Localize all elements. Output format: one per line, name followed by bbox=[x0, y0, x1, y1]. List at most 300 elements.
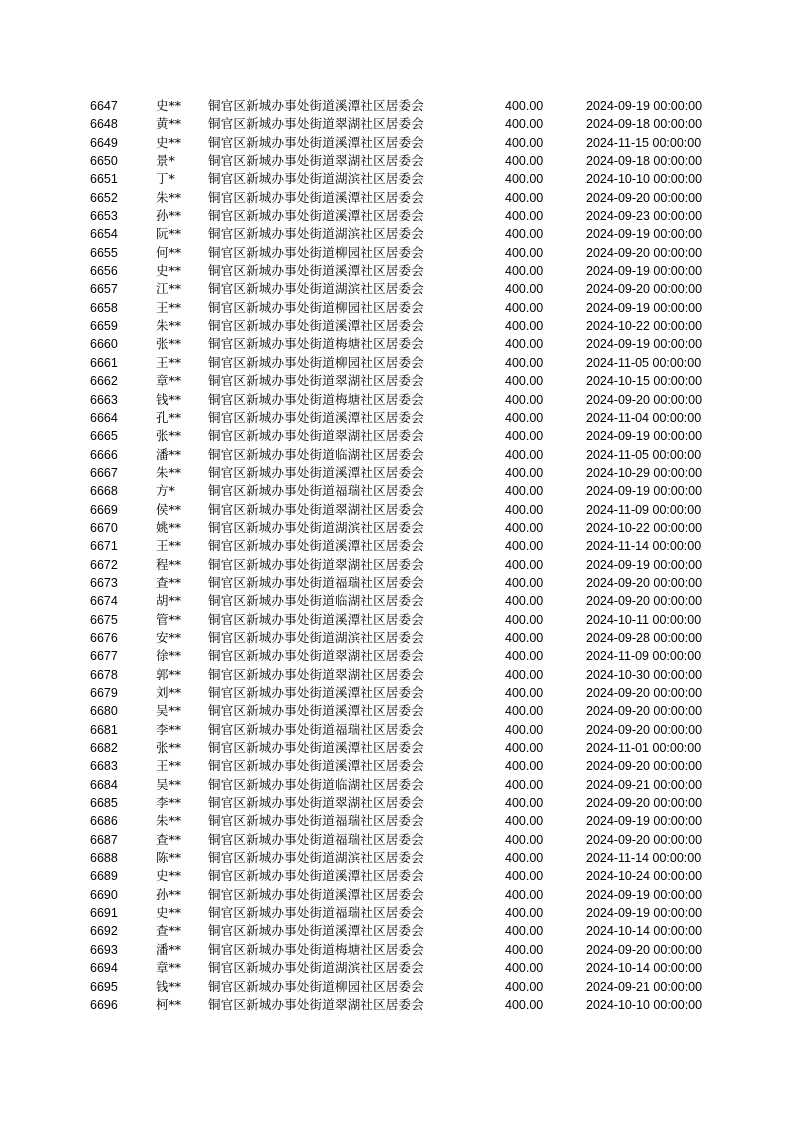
row-amount: 400.00 bbox=[505, 704, 544, 719]
row-organization: 铜官区新城办事处街道翠湖社区居委会 bbox=[208, 648, 424, 664]
row-id: 6694 bbox=[90, 961, 118, 976]
row-organization: 铜官区新城办事处街道福瑞社区居委会 bbox=[208, 483, 424, 499]
table-row bbox=[0, 225, 793, 243]
row-amount: 400.00 bbox=[505, 447, 544, 462]
row-date: 2024-09-20 00:00:00 bbox=[586, 190, 703, 205]
row-date: 2024-09-19 00:00:00 bbox=[586, 887, 703, 902]
table-row bbox=[0, 115, 793, 133]
row-id: 6671 bbox=[90, 539, 118, 554]
table-row bbox=[0, 812, 793, 830]
row-organization: 铜官区新城办事处街道翠湖社区居委会 bbox=[208, 795, 424, 811]
row-id: 6692 bbox=[90, 924, 118, 939]
table-row bbox=[0, 537, 793, 555]
row-amount: 400.00 bbox=[505, 869, 544, 884]
table-row bbox=[0, 170, 793, 188]
table-row bbox=[0, 372, 793, 390]
row-organization: 铜官区新城办事处街道湖滨社区居委会 bbox=[208, 171, 424, 187]
table-row bbox=[0, 886, 793, 904]
row-amount: 400.00 bbox=[505, 832, 544, 847]
row-name: 史** bbox=[156, 263, 182, 279]
row-id: 6672 bbox=[90, 557, 118, 572]
row-name: 江** bbox=[156, 281, 182, 297]
table-row bbox=[0, 574, 793, 592]
row-name: 丁* bbox=[156, 171, 175, 187]
row-organization: 铜官区新城办事处街道溪潭社区居委会 bbox=[208, 758, 424, 774]
table-row bbox=[0, 611, 793, 629]
row-date: 2024-10-22 00:00:00 bbox=[586, 520, 703, 535]
row-date: 2024-10-14 00:00:00 bbox=[586, 924, 703, 939]
row-organization: 铜官区新城办事处街道溪潭社区居委会 bbox=[208, 685, 424, 700]
row-name: 朱** bbox=[156, 813, 182, 829]
row-name: 张** bbox=[156, 428, 182, 444]
row-name: 查** bbox=[156, 923, 182, 939]
table-row bbox=[0, 354, 793, 372]
row-date: 2024-10-11 00:00:00 bbox=[586, 612, 702, 627]
row-organization: 铜官区新城办事处街道翠湖社区居委会 bbox=[208, 153, 424, 169]
row-organization: 铜官区新城办事处街道溪潭社区居委会 bbox=[208, 703, 424, 719]
row-amount: 400.00 bbox=[505, 172, 544, 187]
table-row bbox=[0, 335, 793, 353]
row-amount: 400.00 bbox=[505, 190, 544, 205]
row-name: 孙** bbox=[156, 208, 182, 224]
table-row bbox=[0, 189, 793, 207]
row-organization: 铜官区新城办事处街道福瑞社区居委会 bbox=[208, 831, 424, 847]
row-id: 6651 bbox=[90, 172, 118, 187]
row-amount: 400.00 bbox=[505, 209, 544, 224]
row-name: 刘** bbox=[156, 685, 182, 700]
row-amount: 400.00 bbox=[505, 906, 544, 921]
row-date: 2024-11-09 00:00:00 bbox=[586, 502, 702, 517]
table-row bbox=[0, 97, 793, 115]
row-name: 查** bbox=[156, 574, 182, 590]
row-amount: 400.00 bbox=[505, 282, 544, 297]
row-date: 2024-11-14 00:00:00 bbox=[586, 851, 702, 866]
row-name: 黄** bbox=[156, 116, 182, 132]
row-name: 景* bbox=[156, 153, 175, 169]
row-date: 2024-09-20 00:00:00 bbox=[586, 686, 703, 700]
row-id: 6678 bbox=[90, 667, 118, 682]
row-id: 6667 bbox=[90, 465, 118, 480]
table-row bbox=[0, 959, 793, 977]
row-amount: 400.00 bbox=[505, 245, 544, 260]
row-name: 柯** bbox=[156, 996, 182, 1012]
row-id: 6658 bbox=[90, 300, 118, 315]
row-id: 6695 bbox=[90, 979, 118, 994]
table-row bbox=[0, 739, 793, 757]
row-name: 何** bbox=[156, 244, 182, 260]
row-organization: 铜官区新城办事处街道湖滨社区居委会 bbox=[208, 629, 424, 645]
row-amount: 400.00 bbox=[505, 502, 544, 517]
row-name: 安** bbox=[156, 629, 182, 645]
row-name: 方* bbox=[156, 483, 175, 499]
row-date: 2024-09-18 00:00:00 bbox=[586, 154, 703, 169]
row-organization: 铜官区新城办事处街道湖滨社区居委会 bbox=[208, 281, 424, 297]
row-id: 6652 bbox=[90, 190, 118, 205]
row-id: 6661 bbox=[90, 355, 118, 370]
table-row bbox=[0, 317, 793, 335]
row-id: 6677 bbox=[90, 649, 118, 664]
row-organization: 铜官区新城办事处街道翠湖社区居委会 bbox=[208, 666, 424, 682]
row-id: 6673 bbox=[90, 575, 118, 590]
row-id: 6662 bbox=[90, 374, 118, 389]
table-row bbox=[0, 849, 793, 867]
records-table bbox=[0, 97, 793, 1014]
table-row bbox=[0, 666, 793, 684]
row-organization: 铜官区新城办事处街道溪潭社区居委会 bbox=[208, 318, 424, 334]
row-date: 2024-09-19 00:00:00 bbox=[586, 99, 703, 113]
row-name: 钱** bbox=[156, 391, 182, 407]
table-row bbox=[0, 794, 793, 812]
row-name: 钱** bbox=[156, 978, 182, 994]
row-id: 6682 bbox=[90, 741, 118, 756]
row-date: 2024-09-19 00:00:00 bbox=[586, 906, 703, 921]
row-amount: 400.00 bbox=[505, 374, 544, 389]
row-id: 6670 bbox=[90, 520, 118, 535]
row-name: 查** bbox=[156, 831, 182, 847]
row-amount: 400.00 bbox=[505, 539, 544, 554]
row-organization: 铜官区新城办事处街道溪潭社区居委会 bbox=[208, 464, 424, 480]
row-id: 6684 bbox=[90, 777, 118, 792]
row-amount: 400.00 bbox=[505, 429, 544, 444]
row-organization: 铜官区新城办事处街道溪潭社区居委会 bbox=[208, 886, 424, 902]
table-row bbox=[0, 978, 793, 996]
table-row bbox=[0, 207, 793, 225]
table-row bbox=[0, 464, 793, 482]
row-id: 6654 bbox=[90, 227, 118, 242]
row-amount: 400.00 bbox=[505, 99, 544, 113]
row-date: 2024-10-15 00:00:00 bbox=[586, 374, 703, 389]
row-organization: 铜官区新城办事处街道溪潭社区居委会 bbox=[208, 740, 424, 756]
row-id: 6688 bbox=[90, 851, 118, 866]
table-row bbox=[0, 941, 793, 959]
row-organization: 铜官区新城办事处街道溪潭社区居委会 bbox=[208, 409, 424, 425]
row-date: 2024-11-09 00:00:00 bbox=[586, 649, 702, 664]
row-name: 孙** bbox=[156, 886, 182, 902]
row-id: 6669 bbox=[90, 502, 118, 517]
table-row bbox=[0, 556, 793, 574]
row-name: 王** bbox=[156, 538, 182, 554]
table-row bbox=[0, 831, 793, 849]
row-organization: 铜官区新城办事处街道翠湖社区居委会 bbox=[208, 116, 424, 132]
row-date: 2024-10-10 00:00:00 bbox=[586, 997, 703, 1012]
row-amount: 400.00 bbox=[505, 741, 544, 756]
row-organization: 铜官区新城办事处街道临湖社区居委会 bbox=[208, 446, 424, 462]
row-date: 2024-09-23 00:00:00 bbox=[586, 209, 703, 224]
table-row bbox=[0, 391, 793, 409]
row-amount: 400.00 bbox=[505, 612, 544, 627]
row-date: 2024-11-04 00:00:00 bbox=[586, 410, 702, 425]
row-name: 陈** bbox=[156, 850, 182, 866]
row-name: 史** bbox=[156, 134, 182, 150]
row-amount: 400.00 bbox=[505, 575, 544, 590]
row-organization: 铜官区新城办事处街道翠湖社区居委会 bbox=[208, 556, 424, 572]
row-id: 6680 bbox=[90, 704, 118, 719]
row-name: 王** bbox=[156, 758, 182, 774]
row-name: 侯** bbox=[156, 501, 182, 517]
row-organization: 铜官区新城办事处街道湖滨社区居委会 bbox=[208, 226, 424, 242]
row-date: 2024-09-20 00:00:00 bbox=[586, 722, 703, 737]
row-organization: 铜官区新城办事处街道溪潭社区居委会 bbox=[208, 134, 424, 150]
row-date: 2024-09-20 00:00:00 bbox=[586, 704, 703, 719]
row-organization: 铜官区新城办事处街道溪潭社区居委会 bbox=[208, 98, 424, 113]
row-date: 2024-09-19 00:00:00 bbox=[586, 484, 703, 499]
row-amount: 400.00 bbox=[505, 667, 544, 682]
row-id: 6681 bbox=[90, 722, 118, 737]
row-date: 2024-09-19 00:00:00 bbox=[586, 557, 703, 572]
row-date: 2024-11-14 00:00:00 bbox=[586, 539, 702, 554]
table-row bbox=[0, 647, 793, 665]
row-id: 6656 bbox=[90, 264, 118, 279]
row-organization: 铜官区新城办事处街道临湖社区居委会 bbox=[208, 593, 424, 609]
row-id: 6660 bbox=[90, 337, 118, 352]
row-name: 胡** bbox=[156, 593, 182, 609]
row-date: 2024-09-20 00:00:00 bbox=[586, 832, 703, 847]
row-name: 姚** bbox=[156, 519, 182, 535]
row-date: 2024-10-24 00:00:00 bbox=[586, 869, 703, 884]
row-date: 2024-11-15 00:00:00 bbox=[586, 135, 702, 150]
table-row bbox=[0, 629, 793, 647]
row-date: 2024-11-05 00:00:00 bbox=[586, 447, 702, 462]
row-name: 张** bbox=[156, 336, 182, 352]
row-date: 2024-09-21 00:00:00 bbox=[586, 979, 703, 994]
table-row bbox=[0, 501, 793, 519]
row-name: 王** bbox=[156, 299, 182, 315]
row-organization: 铜官区新城办事处街道梅塘社区居委会 bbox=[208, 336, 424, 352]
row-organization: 铜官区新城办事处街道湖滨社区居委会 bbox=[208, 850, 424, 866]
row-amount: 400.00 bbox=[505, 484, 544, 499]
row-organization: 铜官区新城办事处街道福瑞社区居委会 bbox=[208, 905, 424, 921]
row-organization: 铜官区新城办事处街道溪潭社区居委会 bbox=[208, 538, 424, 554]
row-id: 6659 bbox=[90, 319, 118, 334]
row-amount: 400.00 bbox=[505, 465, 544, 480]
row-id: 6689 bbox=[90, 869, 118, 884]
row-date: 2024-09-20 00:00:00 bbox=[586, 942, 703, 957]
row-amount: 400.00 bbox=[505, 961, 544, 976]
row-organization: 铜官区新城办事处街道翠湖社区居委会 bbox=[208, 501, 424, 517]
table-row bbox=[0, 721, 793, 739]
row-organization: 铜官区新城办事处街道溪潭社区居委会 bbox=[208, 263, 424, 279]
row-amount: 400.00 bbox=[505, 117, 544, 132]
row-id: 6655 bbox=[90, 245, 118, 260]
row-date: 2024-09-19 00:00:00 bbox=[586, 300, 703, 315]
row-organization: 铜官区新城办事处街道溪潭社区居委会 bbox=[208, 208, 424, 224]
row-id: 6649 bbox=[90, 135, 118, 150]
row-organization: 铜官区新城办事处街道梅塘社区居委会 bbox=[208, 391, 424, 407]
row-date: 2024-10-30 00:00:00 bbox=[586, 667, 703, 682]
row-name: 李** bbox=[156, 795, 182, 811]
row-organization: 铜官区新城办事处街道翠湖社区居委会 bbox=[208, 373, 424, 389]
row-name: 史** bbox=[156, 868, 182, 884]
row-date: 2024-09-19 00:00:00 bbox=[586, 814, 703, 829]
row-organization: 铜官区新城办事处街道福瑞社区居委会 bbox=[208, 813, 424, 829]
row-name: 阮** bbox=[156, 226, 182, 242]
row-date: 2024-09-19 00:00:00 bbox=[586, 264, 703, 279]
row-organization: 铜官区新城办事处街道湖滨社区居委会 bbox=[208, 960, 424, 976]
row-date: 2024-09-21 00:00:00 bbox=[586, 777, 703, 792]
row-amount: 400.00 bbox=[505, 227, 544, 242]
row-amount: 400.00 bbox=[505, 686, 544, 700]
row-amount: 400.00 bbox=[505, 796, 544, 811]
row-date: 2024-09-20 00:00:00 bbox=[586, 282, 703, 297]
table-row bbox=[0, 996, 793, 1014]
table-row bbox=[0, 244, 793, 262]
row-amount: 400.00 bbox=[505, 319, 544, 334]
row-name: 章** bbox=[156, 373, 182, 389]
row-id: 6696 bbox=[90, 997, 118, 1012]
table-row bbox=[0, 427, 793, 445]
row-id: 6648 bbox=[90, 117, 118, 132]
row-id: 6693 bbox=[90, 942, 118, 957]
row-name: 朱** bbox=[156, 464, 182, 480]
row-name: 史** bbox=[156, 905, 182, 921]
row-id: 6691 bbox=[90, 906, 118, 921]
row-organization: 铜官区新城办事处街道福瑞社区居委会 bbox=[208, 574, 424, 590]
row-name: 张** bbox=[156, 740, 182, 756]
table-row bbox=[0, 482, 793, 500]
row-organization: 铜官区新城办事处街道柳园社区居委会 bbox=[208, 299, 424, 315]
row-id: 6679 bbox=[90, 686, 118, 700]
row-name: 管** bbox=[156, 611, 182, 627]
row-name: 程** bbox=[156, 556, 182, 572]
row-id: 6686 bbox=[90, 814, 118, 829]
table-row bbox=[0, 776, 793, 794]
row-date: 2024-10-22 00:00:00 bbox=[586, 319, 703, 334]
row-organization: 铜官区新城办事处街道柳园社区居委会 bbox=[208, 244, 424, 260]
row-amount: 400.00 bbox=[505, 300, 544, 315]
row-organization: 铜官区新城办事处街道翠湖社区居委会 bbox=[208, 428, 424, 444]
row-name: 徐** bbox=[156, 648, 182, 664]
row-amount: 400.00 bbox=[505, 355, 544, 370]
row-date: 2024-09-20 00:00:00 bbox=[586, 392, 703, 407]
row-date: 2024-10-14 00:00:00 bbox=[586, 961, 703, 976]
row-id: 6650 bbox=[90, 154, 118, 169]
row-name: 吴** bbox=[156, 776, 182, 792]
row-id: 6653 bbox=[90, 209, 118, 224]
row-date: 2024-10-10 00:00:00 bbox=[586, 172, 703, 187]
table-row bbox=[0, 519, 793, 537]
table-row bbox=[0, 280, 793, 298]
table-row bbox=[0, 262, 793, 280]
table-row bbox=[0, 134, 793, 152]
table-row bbox=[0, 152, 793, 170]
row-amount: 400.00 bbox=[505, 979, 544, 994]
row-amount: 400.00 bbox=[505, 557, 544, 572]
table-row bbox=[0, 867, 793, 885]
row-id: 6665 bbox=[90, 429, 118, 444]
row-name: 郭** bbox=[156, 666, 182, 682]
table-row bbox=[0, 409, 793, 427]
table-row bbox=[0, 446, 793, 464]
row-amount: 400.00 bbox=[505, 851, 544, 866]
row-id: 6663 bbox=[90, 392, 118, 407]
row-date: 2024-09-18 00:00:00 bbox=[586, 117, 703, 132]
row-id: 6668 bbox=[90, 484, 118, 499]
row-date: 2024-09-20 00:00:00 bbox=[586, 245, 703, 260]
row-organization: 铜官区新城办事处街道溪潭社区居委会 bbox=[208, 923, 424, 939]
row-name: 李** bbox=[156, 721, 182, 737]
row-name: 朱** bbox=[156, 318, 182, 334]
row-id: 6676 bbox=[90, 630, 118, 645]
row-amount: 400.00 bbox=[505, 630, 544, 645]
row-amount: 400.00 bbox=[505, 594, 544, 609]
row-date: 2024-09-20 00:00:00 bbox=[586, 796, 703, 811]
row-date: 2024-11-01 00:00:00 bbox=[586, 741, 702, 756]
row-organization: 铜官区新城办事处街道福瑞社区居委会 bbox=[208, 721, 424, 737]
row-amount: 400.00 bbox=[505, 722, 544, 737]
table-row bbox=[0, 702, 793, 720]
row-name: 潘** bbox=[156, 446, 182, 462]
row-amount: 400.00 bbox=[505, 264, 544, 279]
row-amount: 400.00 bbox=[505, 942, 544, 957]
table-row bbox=[0, 299, 793, 317]
row-id: 6675 bbox=[90, 612, 118, 627]
row-amount: 400.00 bbox=[505, 997, 544, 1012]
table-row bbox=[0, 757, 793, 775]
row-name: 朱** bbox=[156, 189, 182, 205]
row-date: 2024-09-19 00:00:00 bbox=[586, 429, 703, 444]
row-amount: 400.00 bbox=[505, 337, 544, 352]
table-row bbox=[0, 904, 793, 922]
row-amount: 400.00 bbox=[505, 814, 544, 829]
table-row bbox=[0, 922, 793, 940]
row-amount: 400.00 bbox=[505, 759, 544, 774]
row-organization: 铜官区新城办事处街道临湖社区居委会 bbox=[208, 776, 424, 792]
row-organization: 铜官区新城办事处街道柳园社区居委会 bbox=[208, 978, 424, 994]
row-organization: 铜官区新城办事处街道溪潭社区居委会 bbox=[208, 868, 424, 884]
row-name: 史** bbox=[156, 98, 182, 113]
row-id: 6664 bbox=[90, 410, 118, 425]
row-id: 6685 bbox=[90, 796, 118, 811]
row-name: 章** bbox=[156, 960, 182, 976]
row-organization: 铜官区新城办事处街道梅塘社区居委会 bbox=[208, 941, 424, 957]
row-id: 6657 bbox=[90, 282, 118, 297]
row-amount: 400.00 bbox=[505, 135, 544, 150]
row-date: 2024-09-19 00:00:00 bbox=[586, 227, 703, 242]
row-amount: 400.00 bbox=[505, 887, 544, 902]
table-row bbox=[0, 592, 793, 610]
row-amount: 400.00 bbox=[505, 154, 544, 169]
row-amount: 400.00 bbox=[505, 777, 544, 792]
row-name: 潘** bbox=[156, 941, 182, 957]
row-amount: 400.00 bbox=[505, 924, 544, 939]
row-organization: 铜官区新城办事处街道溪潭社区居委会 bbox=[208, 189, 424, 205]
row-organization: 铜官区新城办事处街道溪潭社区居委会 bbox=[208, 611, 424, 627]
row-id: 6687 bbox=[90, 832, 118, 847]
row-date: 2024-09-20 00:00:00 bbox=[586, 575, 703, 590]
row-organization: 铜官区新城办事处街道柳园社区居委会 bbox=[208, 354, 424, 370]
table-row bbox=[0, 684, 793, 702]
row-date: 2024-09-28 00:00:00 bbox=[586, 630, 703, 645]
row-id: 6647 bbox=[90, 99, 118, 113]
row-id: 6690 bbox=[90, 887, 118, 902]
row-amount: 400.00 bbox=[505, 649, 544, 664]
row-id: 6666 bbox=[90, 447, 118, 462]
row-date: 2024-09-20 00:00:00 bbox=[586, 759, 703, 774]
row-organization: 铜官区新城办事处街道湖滨社区居委会 bbox=[208, 519, 424, 535]
row-amount: 400.00 bbox=[505, 392, 544, 407]
row-date: 2024-11-05 00:00:00 bbox=[586, 355, 702, 370]
row-date: 2024-09-19 00:00:00 bbox=[586, 337, 703, 352]
row-name: 王** bbox=[156, 354, 182, 370]
row-date: 2024-09-20 00:00:00 bbox=[586, 594, 703, 609]
row-id: 6683 bbox=[90, 759, 118, 774]
row-name: 孔** bbox=[156, 409, 182, 425]
row-amount: 400.00 bbox=[505, 520, 544, 535]
row-name: 吴** bbox=[156, 703, 182, 719]
row-amount: 400.00 bbox=[505, 410, 544, 425]
row-date: 2024-10-29 00:00:00 bbox=[586, 465, 703, 480]
row-id: 6674 bbox=[90, 594, 118, 609]
